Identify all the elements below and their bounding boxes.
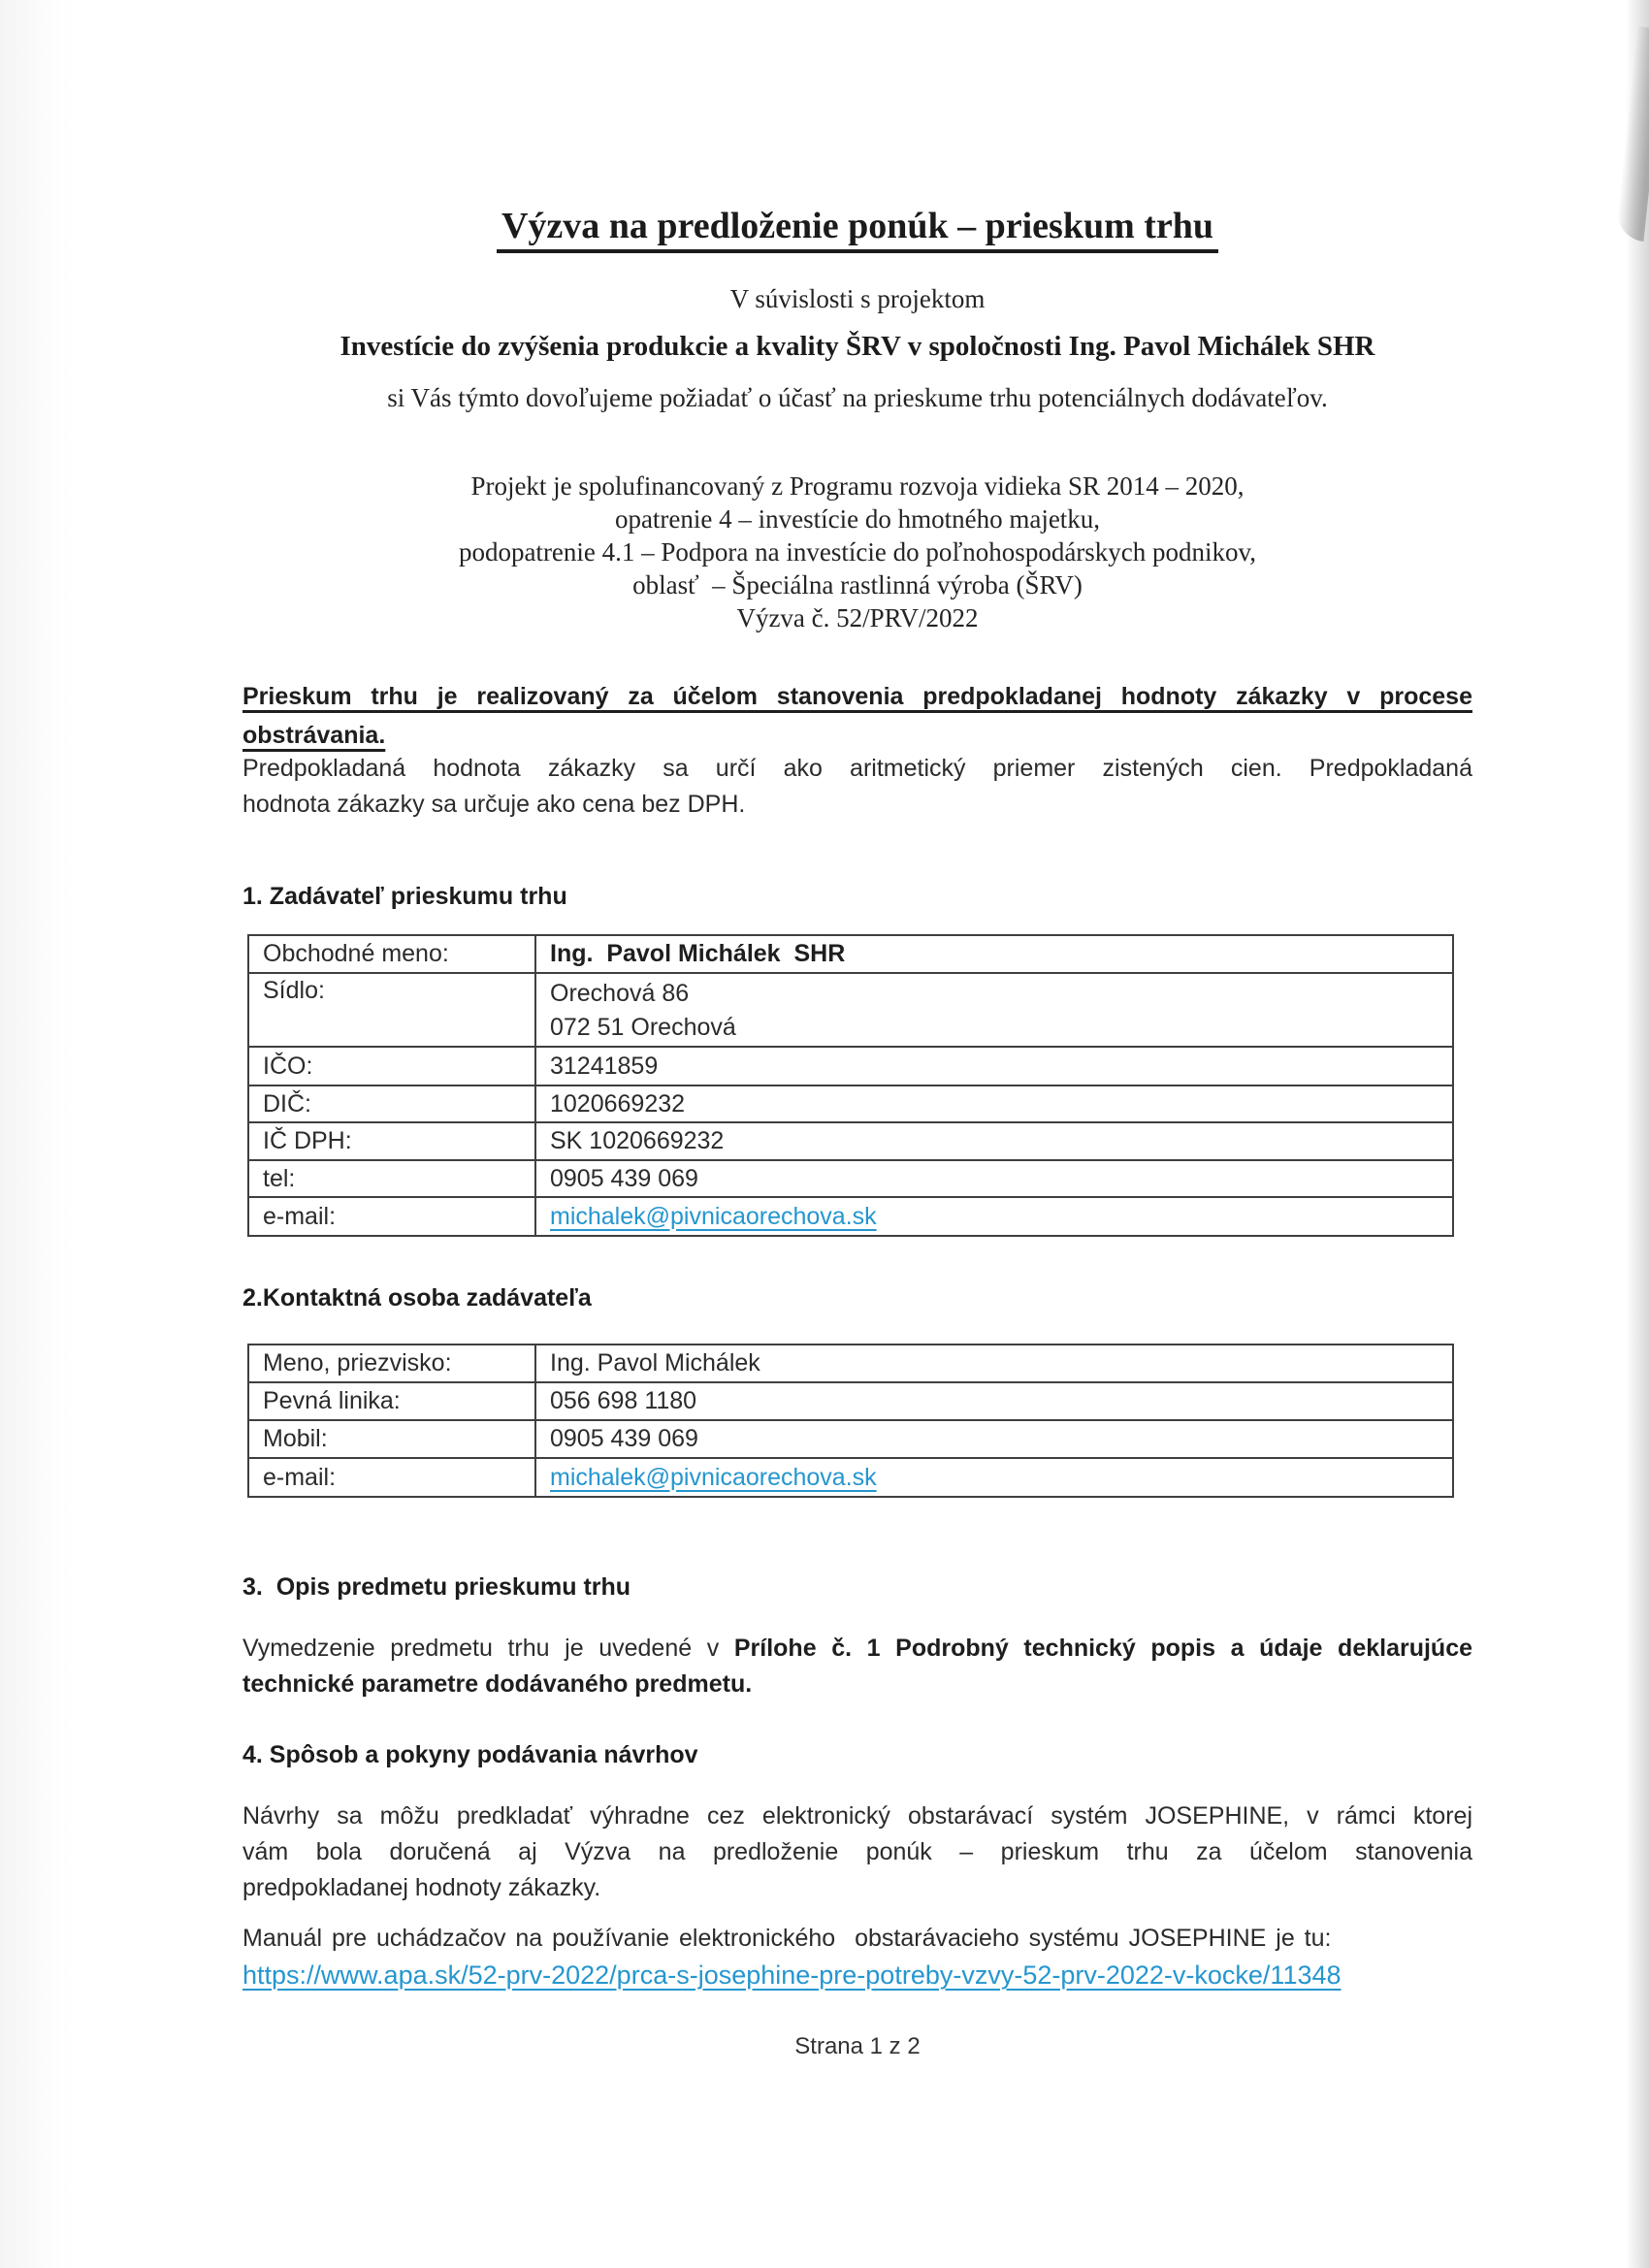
funding-line: Výzva č. 52/PRV/2022 [736, 603, 979, 632]
section-3-line [242, 1631, 1472, 1667]
section-3-bold-text: Prílohe č. 1 Podrobný technický popis a údaje deklarujúce [733, 1635, 1472, 1662]
section-4-paragraph [242, 1798, 1472, 1906]
row-value: Ing. Pavol Michálek SHR [535, 935, 1453, 973]
table-row [248, 935, 1453, 973]
table-row [248, 1345, 1453, 1382]
row-value: Ing. Pavol Michálek [535, 1345, 1453, 1382]
section-1-heading: 1. Zadávateľ prieskumu trhu [242, 883, 567, 910]
section-3-heading: 3. Opis predmetu prieskumu trhu [242, 1573, 631, 1601]
table-row [248, 1420, 1453, 1458]
table-row [248, 1160, 1453, 1197]
row-value [535, 973, 1453, 1047]
funding-line: opatrenie 4 – investície do hmotného majetku, [614, 504, 1101, 534]
funding-line: podopatrenie 4.1 – Podpora na investície do poľnohospodárskych podnikov, [458, 537, 1257, 567]
row-label: Mobil: [248, 1420, 535, 1458]
contact-person-table [247, 1344, 1454, 1498]
scan-artifact-right-edge [1626, 0, 1649, 2268]
page-title-text: Výzva na predloženie ponúk – prieskum trhu [497, 206, 1218, 253]
row-value: 0905 439 069 [535, 1160, 1453, 1197]
funding-block [242, 470, 1472, 634]
page-title [242, 204, 1472, 248]
row-value: 0905 439 069 [535, 1420, 1453, 1458]
funding-line: oblasť – Špeciálna rastlinná výroba (ŠRV) [632, 570, 1083, 599]
manual-link[interactable]: https://www.apa.sk/52-prv-2022/prca-s-josephine-pre-potreby-vzvy-52-prv-2022-v-kocke/11348 [242, 1960, 1342, 1990]
purpose-body-line: Predpokladaná hodnota zákazky sa určí ako aritmetický priemer zistených cien. Predpokladaná [242, 755, 1472, 782]
row-label: IČ DPH: [248, 1122, 535, 1160]
row-label: IČO: [248, 1047, 535, 1085]
row-label: e-mail: [248, 1458, 535, 1497]
page-number: Strana 1 z 2 [794, 2033, 921, 2059]
section-3-paragraph [242, 1631, 1472, 1702]
row-label: Sídlo: [248, 973, 535, 1047]
email-link[interactable]: michalek@pivnicaorechova.sk [550, 1463, 877, 1491]
purpose-emphasis-line: obstrávania. [242, 722, 386, 749]
row-label: tel: [248, 1160, 535, 1197]
email-link[interactable]: michalek@pivnicaorechova.sk [550, 1202, 877, 1230]
table-row [248, 973, 1453, 1047]
section-3-regular-text: Vymedzenie predmetu trhu je uvedené v [242, 1635, 734, 1662]
table-row [248, 1197, 1453, 1236]
company-info-table [247, 934, 1454, 1237]
row-value: 31241859 [535, 1047, 1453, 1085]
address-line: 072 51 Orechová [550, 1014, 736, 1041]
section-4-line: Návrhy sa môžu predkladať výhradne cez elektronický obstarávací systém JOSEPHINE, v rámci ktorej [242, 1802, 1472, 1830]
purpose-body [242, 751, 1472, 823]
table-row [248, 1122, 1453, 1160]
address-line: Orechová 86 [550, 980, 690, 1007]
purpose-emphasis [242, 677, 1472, 755]
purpose-body-line: hodnota zákazky sa určuje ako cena bez DPH. [242, 791, 746, 818]
funding-line: Projekt je spolufinancovaný z Programu rozvoja vidieka SR 2014 – 2020, [470, 471, 1245, 501]
request-line: si Vás týmto dovoľujeme požiadať o účasť na prieskume trhu potenciálnych dodávateľov. [387, 383, 1328, 412]
section-4-line: predpokladanej hodnoty zákazky. [242, 1874, 601, 1901]
table-row [248, 1382, 1453, 1420]
row-label: Pevná linika: [248, 1382, 535, 1420]
row-label: Meno, priezvisko: [248, 1345, 535, 1382]
manual-instructions: Manuál pre uchádzačov na používanie elektronického obstarávacieho systému JOSEPHINE je tu: [242, 1925, 1332, 1952]
purpose-emphasis-line: Prieskum trhu je realizovaný za účelom stanovenia predpokladanej hodnoty zákazky v procese [242, 683, 1472, 710]
section-3-line: technické parametre dodávaného predmetu. [242, 1670, 753, 1698]
row-value: 1020669232 [535, 1085, 1453, 1122]
section-2-heading: 2.Kontaktná osoba zadávateľa [242, 1284, 592, 1312]
row-value [535, 1458, 1453, 1497]
row-value: SK 1020669232 [535, 1122, 1453, 1160]
row-value: 056 698 1180 [535, 1382, 1453, 1420]
row-label: DIČ: [248, 1085, 535, 1122]
table-row [248, 1085, 1453, 1122]
project-name: Investície do zvýšenia produkcie a kvality ŠRV v spoločnosti Ing. Pavol Michálek SHR [340, 331, 1375, 362]
table-row [248, 1458, 1453, 1497]
section-4-heading: 4. Spôsob a pokyny podávania návrhov [242, 1741, 698, 1768]
manual-link-line [242, 1958, 1472, 1993]
subtitle: V súvislosti s projektom [729, 284, 986, 313]
table-row [248, 1047, 1453, 1085]
row-label: Obchodné meno: [248, 935, 535, 973]
row-value [535, 1197, 1453, 1236]
row-label: e-mail: [248, 1197, 535, 1236]
section-4-line: vám bola doručená aj Výzva na predloženie ponúk – prieskum trhu za účelom stanovenia [242, 1838, 1472, 1865]
